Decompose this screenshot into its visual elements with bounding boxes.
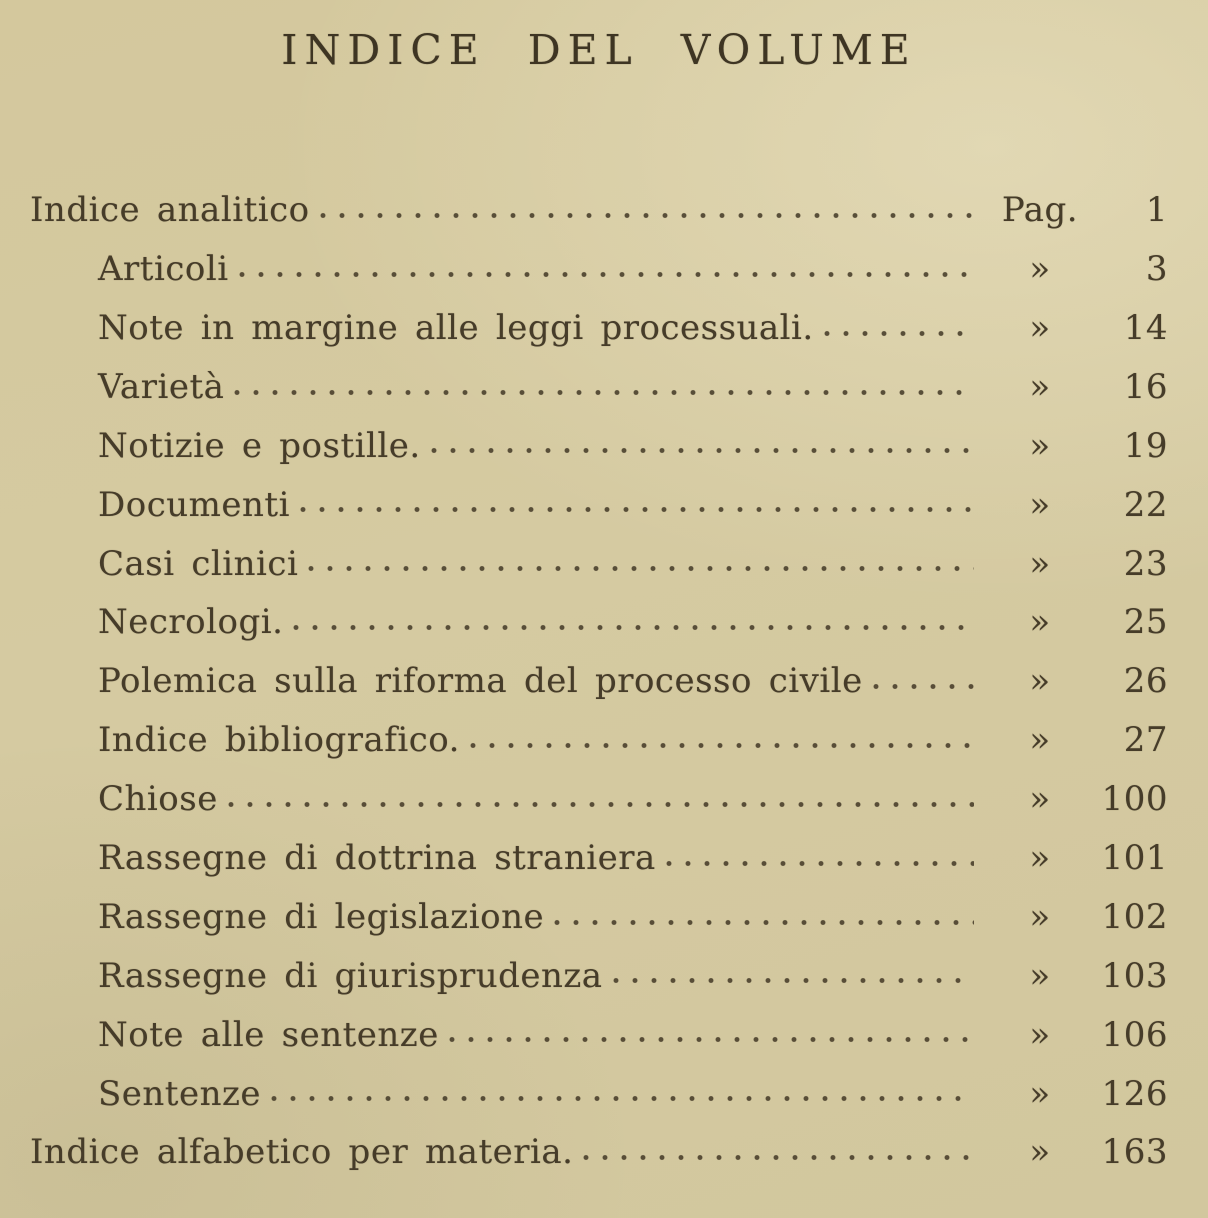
dot-leader — [228, 800, 974, 809]
page-number: 1 — [1145, 190, 1168, 231]
toc-entry-label: Sentenze — [98, 1073, 262, 1114]
page-number: 26 — [1123, 661, 1168, 702]
dot-leader — [234, 388, 974, 397]
page-column-mark: » — [1029, 249, 1051, 290]
toc-row — [30, 994, 1168, 1053]
dot-leader — [293, 623, 974, 632]
dot-leader — [613, 976, 974, 985]
toc-entry-label: Casi clinici — [98, 543, 299, 584]
page-column-mark: » — [1029, 955, 1051, 996]
page-number: 100 — [1101, 779, 1168, 820]
page-number: 22 — [1123, 484, 1168, 525]
page-column-mark: » — [1029, 661, 1051, 702]
toc-row — [30, 877, 1168, 936]
dot-leader — [449, 1035, 974, 1044]
page-number: 19 — [1123, 425, 1168, 466]
toc-entry-label: Polemica sulla riforma del processo civile — [98, 661, 863, 702]
toc-row — [30, 700, 1168, 759]
toc-entry-label: Indice alfabetico per materia. — [30, 1132, 574, 1173]
page-number: 106 — [1101, 1014, 1168, 1055]
dot-leader — [824, 329, 974, 338]
page-number: 14 — [1123, 307, 1168, 348]
toc-row — [30, 936, 1168, 995]
toc-entry-label: Indice bibliografico. — [98, 720, 460, 761]
dot-leader — [470, 741, 974, 750]
toc-row — [30, 229, 1168, 288]
dot-leader — [300, 505, 974, 514]
page-number: 163 — [1101, 1132, 1168, 1173]
page-number: 103 — [1101, 955, 1168, 996]
toc-row — [30, 464, 1168, 523]
page-column-mark: » — [1029, 307, 1051, 348]
dot-leader — [431, 446, 974, 455]
dot-leader — [239, 270, 974, 279]
dot-leader — [666, 859, 974, 868]
dot-leader — [308, 564, 974, 573]
toc-row — [30, 406, 1168, 465]
page-column-mark: » — [1029, 484, 1051, 525]
page-number: 3 — [1145, 249, 1168, 290]
page-column-mark: » — [1029, 1132, 1051, 1173]
page-number: 102 — [1101, 896, 1168, 937]
toc-row — [30, 818, 1168, 877]
page-column-mark: » — [1029, 720, 1051, 761]
toc-row — [30, 759, 1168, 818]
page-column-mark: » — [1029, 896, 1051, 937]
page-number: 126 — [1101, 1073, 1168, 1114]
page-number: 27 — [1123, 720, 1168, 761]
toc-entry-label: Articoli — [98, 249, 229, 290]
toc-entry-label: Rassegne di giurisprudenza — [98, 955, 603, 996]
page-column-mark: » — [1029, 602, 1051, 643]
toc-entry-label: Chiose — [98, 779, 218, 820]
toc-row — [30, 288, 1168, 347]
toc-entry-label: Rassegne di legislazione — [98, 896, 545, 937]
toc-row — [30, 582, 1168, 641]
toc-list — [30, 170, 1168, 1171]
page-number: 25 — [1123, 602, 1168, 643]
toc-entry-label: Varietà — [98, 366, 225, 407]
page-number: 16 — [1123, 366, 1168, 407]
toc-entry-label: Indice analitico — [30, 190, 310, 231]
toc-row — [30, 1053, 1168, 1112]
toc-entry-label: Note alle sentenze — [98, 1014, 439, 1055]
toc-row — [30, 641, 1168, 700]
dot-leader — [583, 1153, 974, 1162]
page-title: INDICE DEL VOLUME — [281, 26, 917, 74]
page-column-mark: » — [1029, 1014, 1051, 1055]
dot-leader — [320, 211, 974, 220]
toc-row — [30, 523, 1168, 582]
toc-entry-label: Notizie e postille. — [98, 425, 421, 466]
dot-leader — [554, 918, 974, 927]
toc-row — [30, 347, 1168, 406]
toc-entry-label: Documenti — [98, 484, 290, 525]
page-number: 101 — [1101, 837, 1168, 878]
toc-entry-label: Rassegne di dottrina straniera — [98, 837, 656, 878]
page-column-mark: » — [1029, 366, 1051, 407]
page-column-mark: » — [1029, 837, 1051, 878]
page-column-mark: Pag. — [1001, 190, 1079, 231]
page-column-mark: » — [1029, 425, 1051, 466]
page-column-mark: » — [1029, 1073, 1051, 1114]
dot-leader — [271, 1094, 974, 1103]
page-column-mark: » — [1029, 543, 1051, 584]
toc-entry-label: Note in margine alle leggi processuali. — [98, 307, 814, 348]
page-number: 23 — [1123, 543, 1168, 584]
toc-row — [30, 170, 1168, 229]
toc-entry-label: Necrologi. — [98, 602, 284, 643]
dot-leader — [873, 682, 974, 691]
page-column-mark: » — [1029, 779, 1051, 820]
toc-row — [30, 1112, 1168, 1171]
